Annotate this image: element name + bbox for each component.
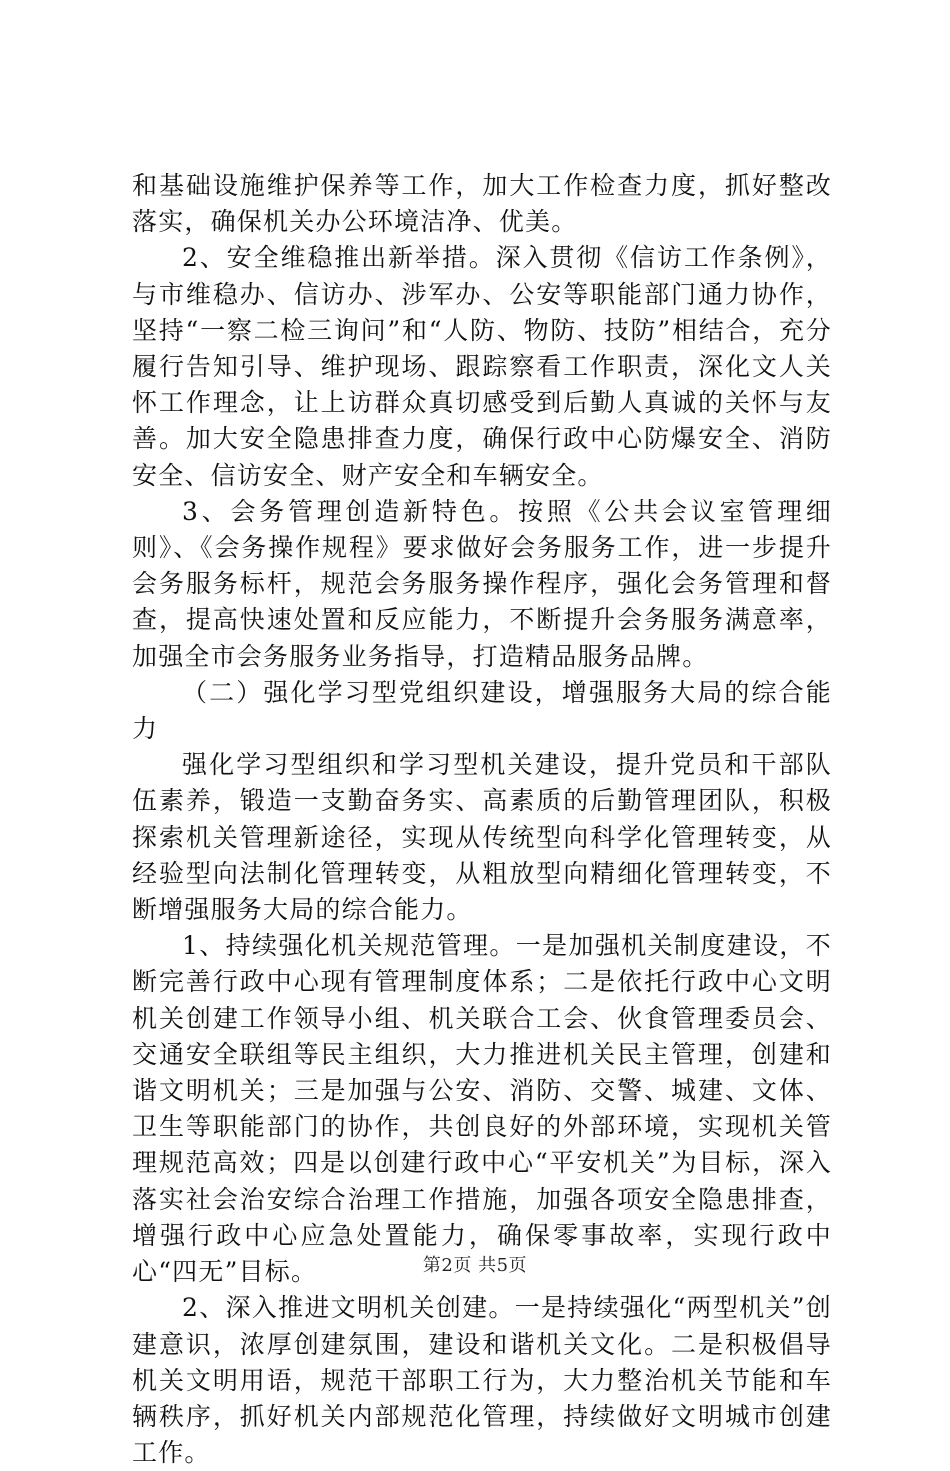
- section-heading-learning-organization: （二）强化学习型党组织建设，增强服务大局的综合能力: [132, 677, 832, 744]
- page-number-footer: 第2页 共5页: [422, 1255, 528, 1276]
- paragraph-security-stability: 2、安全维稳推出新举措。深入贯彻《信访工作条例》，与市维稳办、信访办、涉军办、公安等职能部门通力协作，坚持“一察二检三询问”和“人防、物防、技防”相结合，充分履行告知引导、维护现场、跟踪察看工作职责，深化文人关怀工作理念，让上访群众真切感受到后勤人真诚的关怀与友善。加大安全隐患排查力度，确保行政中心防爆安全、消防安全、信访安全、财产安全和车辆安全。: [132, 243, 832, 490]
- paragraph-conference-management: 3、会务管理创造新特色。按照《公共会议室管理细则》、《会务操作规程》要求做好会务服务工作，进一步提升会务服务标杆，规范会务服务操作程序，强化会务管理和督查，提高快速处置和反应能力，不断提升会务服务满意率，加强全市会务服务业务指导，打造精品服务品牌。: [132, 496, 832, 671]
- paragraph-learning-organization: 强化学习型组织和学习型机关建设，提升党员和干部队伍素养，锻造一支勤奋务实、高素质的后勤管理团队，积极探索机关管理新途径，实现从传统型向科学化管理转变，从经验型向法制化管理转变，从粗放型向精细化管理转变，不断增强服务大局的综合能力。: [132, 750, 832, 925]
- paragraph-continuation: 和基础设施维护保养等工作，加大工作检查力度，抓好整改落实，确保机关办公环境洁净、优美。: [132, 171, 832, 237]
- paragraph-standardized-management: 1、持续强化机关规范管理。一是加强机关制度建设，不断完善行政中心现有管理制度体系；二是依托行政中心文明机关创建工作领导小组、机关联合工会、伙食管理委员会、交通安全联组等民主组织，大力推进机关民主管理，创建和谐文明机关；三是加强与公安、消防、交警、城建、文体、卫生等职能部门的协作，共创良好的外部环境，实现机关管理规范高效；四是以创建行政中心“平安机关”为目标，深入落实社会治安综合治理工作措施，加强各项安全隐患排查，增强行政中心应急处置能力，确保零事故率，实现行政中心“四无”目标。: [132, 931, 832, 1287]
- paragraph-civilized-institution: 2、深入推进文明机关创建。一是持续强化“两型机关”创建意识，浓厚创建氛围，建设和谐机关文化。二是积极倡导机关文明用语，规范干部职工行为，大力整治机关节能和车辆秩序，抓好机关内部规范化管理，持续做好文明城市创建工作。: [132, 1293, 832, 1468]
